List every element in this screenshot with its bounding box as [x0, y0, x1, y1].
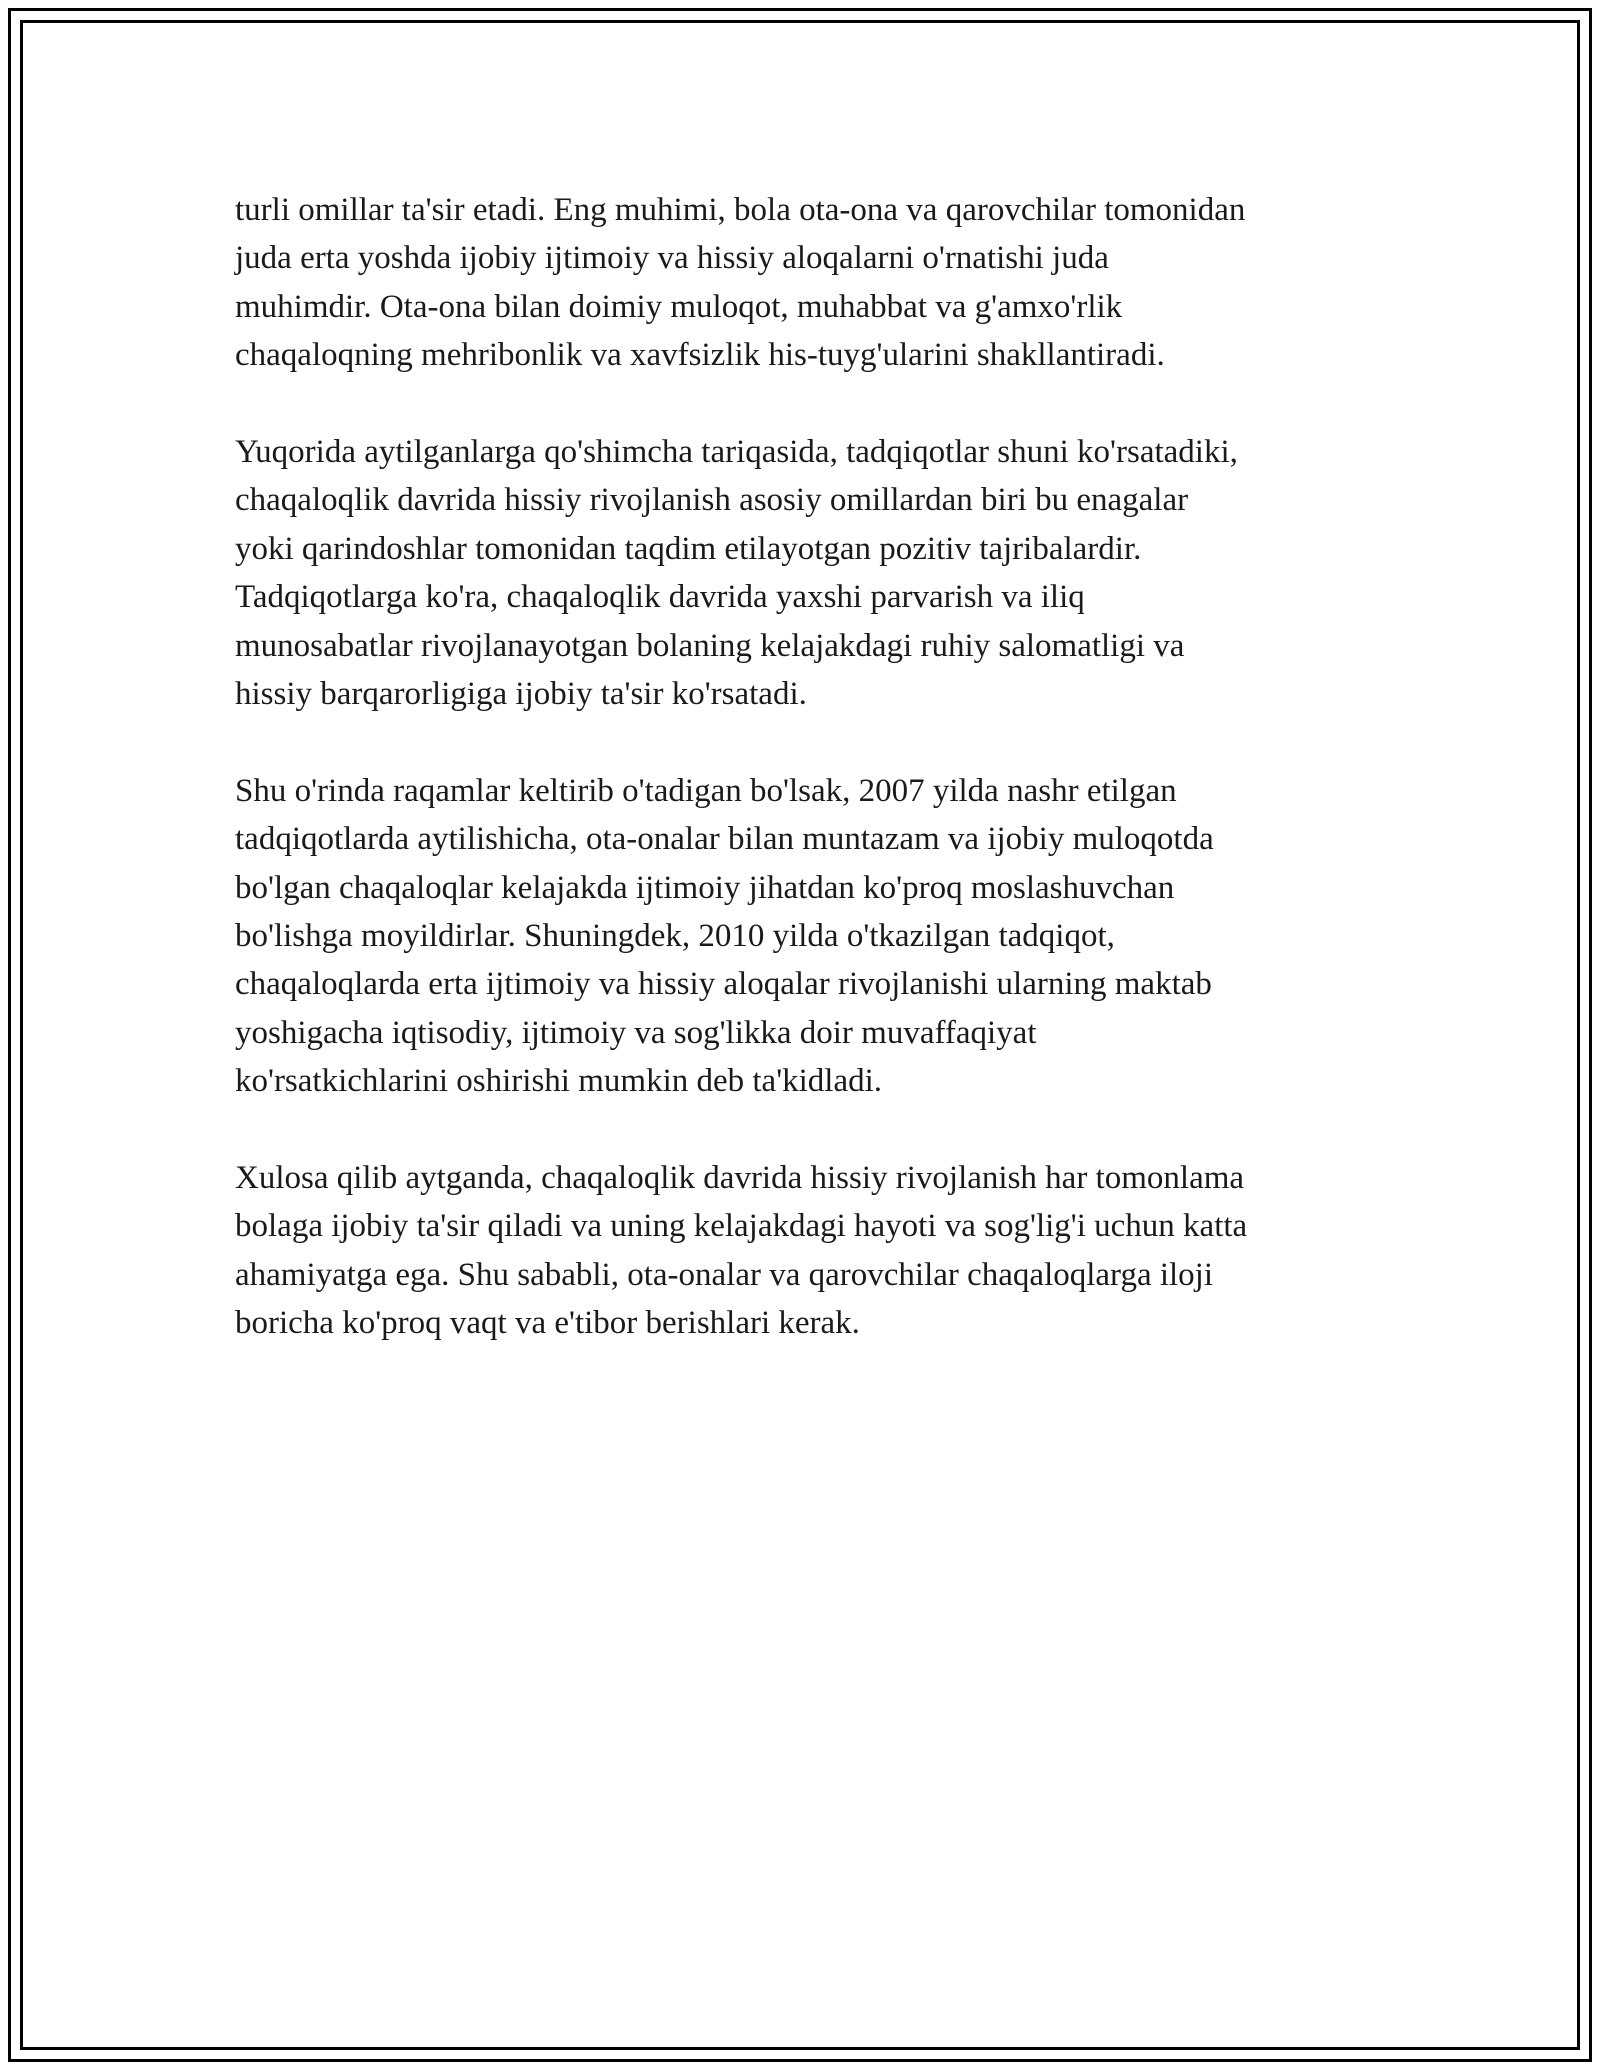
text-line: tadqiqotlarda aytilishicha, ota-onalar bilan muntazam va ijobiy muloqotda: [235, 821, 1214, 858]
text-line: muhimdir. Ota-ona bilan doimiy muloqot, muhabbat va g'amxo'rlik: [235, 288, 1123, 325]
text-line: ko'rsatkichlarini oshirishi mumkin deb ta'kidladi.: [235, 1063, 883, 1100]
text-line: yoki qarindoshlar tomonidan taqdim etilayotgan pozitiv tajribalardir.: [235, 530, 1142, 567]
text-line: turli omillar ta'sir etadi. Eng muhimi, bola ota-ona va qarovchilar tomonidan: [235, 192, 1246, 228]
text-line: boricha ko'proq vaqt va e'tibor berishlari kerak.: [235, 1305, 860, 1342]
text-line: Yuqorida aytilganlarga qo'shimcha tariqasida, tadqiqotlar shuni ko'rsatadiki,: [235, 434, 1238, 471]
text-line: chaqaloqning mehribonlik va xavfsizlik his-tuyg'ularini shakllantiradi.: [235, 337, 1165, 374]
text-line: Tadqiqotlarga ko'ra, chaqaloqlik davrida yaxshi parvarish va iliq: [235, 579, 1085, 616]
text-line: hissiy barqarorligiga ijobiy ta'sir ko'rsatadi.: [235, 676, 807, 713]
paragraph-4: [235, 1154, 1380, 1348]
text-line: ahamiyatga ega. Shu sababli, ota-onalar va qarovchilar chaqaloqlarga iloji: [235, 1256, 1214, 1293]
paragraph-2: [235, 428, 1380, 718]
text-line: bolaga ijobiy ta'sir qiladi va uning kelajakdagi hayoti va sog'lig'i uchun katta: [235, 1208, 1248, 1245]
text-line: chaqaloqlarda erta ijtimoiy va hissiy aloqalar rivojlanishi ularning maktab: [235, 966, 1212, 1003]
text-line: yoshigacha iqtisodiy, ijtimoiy va sog'likka doir muvaffaqiyat: [235, 1014, 1037, 1051]
document-body: [235, 186, 1380, 1396]
text-line: Shu o'rinda raqamlar keltirib o'tadigan bo'lsak, 2007 yilda nashr etilgan: [235, 772, 1177, 809]
text-line: Xulosa qilib aytganda, chaqaloqlik davrida hissiy rivojlanish har tomonlama: [235, 1160, 1245, 1197]
text-line: munosabatlar rivojlanayotgan bolaning kelajakdagi ruhiy salomatligi va: [235, 627, 1185, 664]
paragraph-1: [235, 186, 1380, 380]
text-line: bo'lishga moyildirlar. Shuningdek, 2010 yilda o'tkazilgan tadqiqot,: [235, 918, 1115, 955]
paragraph-3: [235, 767, 1380, 1106]
text-line: chaqaloqlik davrida hissiy rivojlanish asosiy omillardan biri bu enagalar: [235, 482, 1189, 519]
text-line: juda erta yoshda ijobiy ijtimoiy va hissiy aloqalarni o'rnatishi juda: [235, 240, 1109, 277]
text-line: bo'lgan chaqaloqlar kelajakda ijtimoiy jihatdan ko'proq moslashuvchan: [235, 869, 1175, 906]
